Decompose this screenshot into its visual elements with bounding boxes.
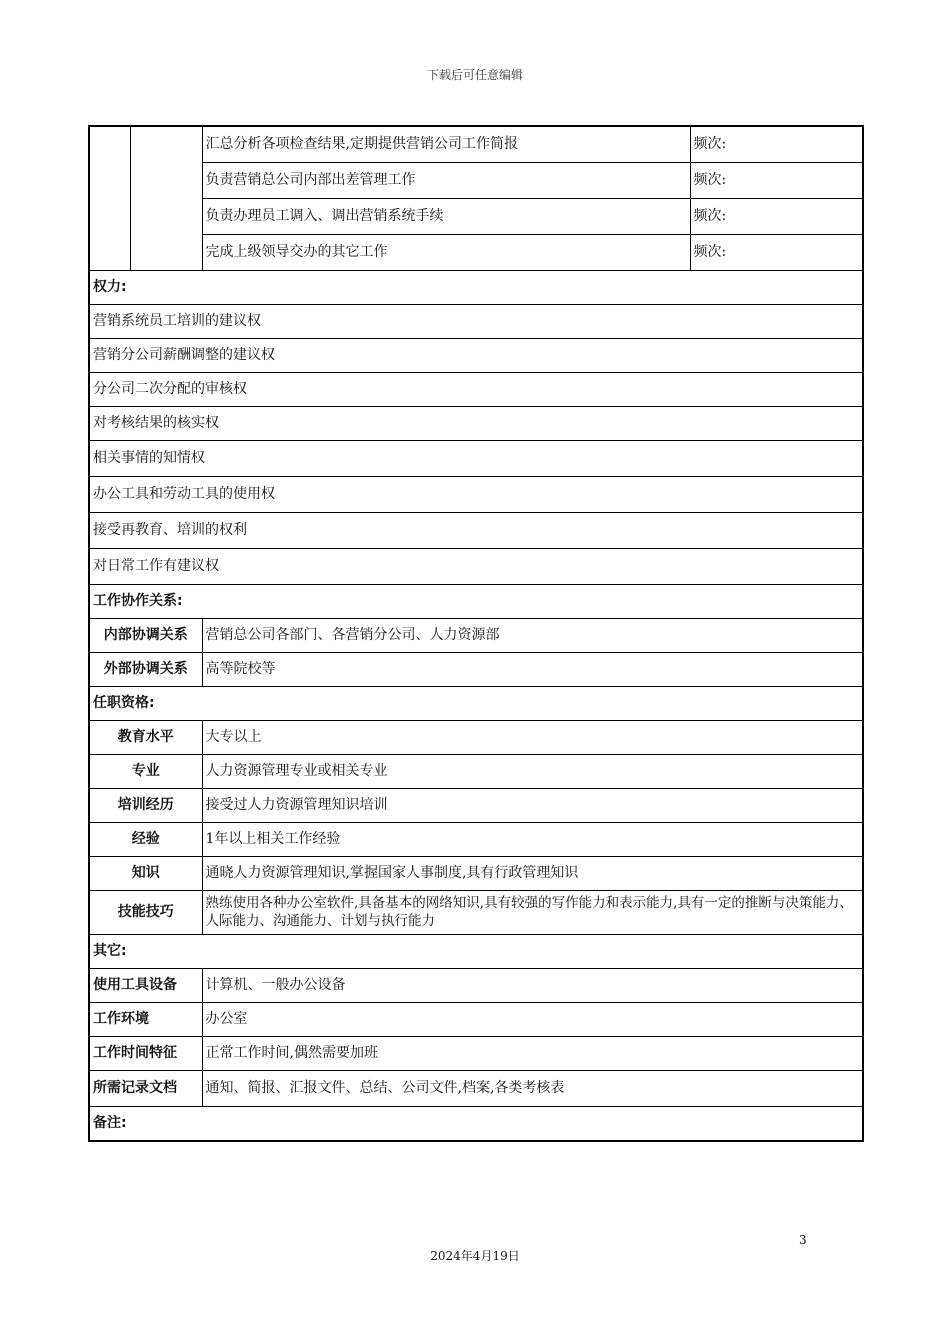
duty-row — [89, 198, 863, 234]
duty-frequency: 频次: — [690, 198, 863, 234]
authority-item — [89, 512, 863, 548]
other-value: 办公室 — [202, 1002, 863, 1036]
section-qualifications — [89, 686, 863, 720]
other-row — [89, 1070, 863, 1106]
duty-text: 汇总分析各项检查结果,定期提供营销公司工作简报 — [202, 126, 690, 162]
authority-item — [89, 338, 863, 372]
relation-label: 内部协调关系 — [89, 618, 202, 652]
qualification-value: 熟练使用各种办公室软件,具备基本的网络知识,具有较强的写作能力和表示能力,具有一定的推断与决策能力、人际能力、沟通能力、计划与执行能力 — [202, 890, 863, 934]
duty-blank-cell — [130, 126, 202, 270]
footer-date: 2024年4月19日 — [430, 1249, 520, 1263]
section-title: 其它: — [89, 934, 863, 968]
authority-item — [89, 440, 863, 476]
qualification-value: 人力资源管理专业或相关专业 — [202, 754, 863, 788]
section-remarks — [89, 1106, 863, 1141]
section-title: 权力: — [89, 270, 863, 304]
section-other — [89, 934, 863, 968]
section-relations — [89, 584, 863, 618]
qualification-label: 培训经历 — [89, 788, 202, 822]
duty-text: 负责营销总公司内部出差管理工作 — [202, 162, 690, 198]
other-label: 工作环境 — [89, 1002, 202, 1036]
job-description-table — [88, 125, 864, 1142]
qualification-row — [89, 890, 863, 934]
duty-frequency: 频次: — [690, 162, 863, 198]
other-row — [89, 1036, 863, 1070]
duty-frequency: 频次: — [690, 234, 863, 270]
qualification-row — [89, 822, 863, 856]
qualification-row — [89, 720, 863, 754]
duty-row — [89, 126, 863, 162]
section-authority — [89, 270, 863, 304]
qualification-value: 通晓人力资源管理知识,掌握国家人事制度,具有行政管理知识 — [202, 856, 863, 890]
qualification-value: 1年以上相关工作经验 — [202, 822, 863, 856]
qualification-label: 教育水平 — [89, 720, 202, 754]
section-title: 工作协作关系: — [89, 584, 863, 618]
qualification-row — [89, 856, 863, 890]
relation-row — [89, 652, 863, 686]
authority-item — [89, 406, 863, 440]
duty-row — [89, 234, 863, 270]
qualification-value: 接受过人力资源管理知识培训 — [202, 788, 863, 822]
qualification-row — [89, 754, 863, 788]
authority-text: 对日常工作有建议权 — [89, 548, 863, 584]
other-value: 通知、简报、汇报文件、总结、公司文件,档案,各类考核表 — [202, 1070, 863, 1106]
qualification-label: 经验 — [89, 822, 202, 856]
header-note: 下载后可任意编辑 — [426, 68, 523, 82]
duty-row — [89, 162, 863, 198]
authority-text: 对考核结果的核实权 — [89, 406, 863, 440]
duty-blank-cell — [89, 126, 130, 270]
authority-item — [89, 548, 863, 584]
relation-value: 高等院校等 — [202, 652, 863, 686]
relation-value: 营销总公司各部门、各营销分公司、人力资源部 — [202, 618, 863, 652]
section-title: 任职资格: — [89, 686, 863, 720]
qualification-row — [89, 788, 863, 822]
page-number: 3 — [799, 1233, 807, 1247]
other-label: 工作时间特征 — [89, 1036, 202, 1070]
duty-text: 负责办理员工调入、调出营销系统手续 — [202, 198, 690, 234]
qualification-label: 专业 — [89, 754, 202, 788]
section-title: 备注: — [89, 1106, 863, 1141]
other-label: 使用工具设备 — [89, 968, 202, 1002]
authority-text: 营销分公司薪酬调整的建议权 — [89, 338, 863, 372]
authority-item — [89, 372, 863, 406]
other-value: 正常工作时间,偶然需要加班 — [202, 1036, 863, 1070]
other-label: 所需记录文档 — [89, 1070, 202, 1106]
authority-item — [89, 476, 863, 512]
authority-item — [89, 304, 863, 338]
authority-text: 办公工具和劳动工具的使用权 — [89, 476, 863, 512]
other-row — [89, 968, 863, 1002]
qualification-value: 大专以上 — [202, 720, 863, 754]
other-row — [89, 1002, 863, 1036]
qualification-label: 知识 — [89, 856, 202, 890]
qualification-label: 技能技巧 — [89, 890, 202, 934]
authority-text: 营销系统员工培训的建议权 — [89, 304, 863, 338]
duty-frequency: 频次: — [690, 126, 863, 162]
authority-text: 分公司二次分配的审核权 — [89, 372, 863, 406]
authority-text: 相关事情的知情权 — [89, 440, 863, 476]
other-value: 计算机、一般办公设备 — [202, 968, 863, 1002]
relation-row — [89, 618, 863, 652]
relation-label: 外部协调关系 — [89, 652, 202, 686]
duty-text: 完成上级领导交办的其它工作 — [202, 234, 690, 270]
authority-text: 接受再教育、培训的权利 — [89, 512, 863, 548]
